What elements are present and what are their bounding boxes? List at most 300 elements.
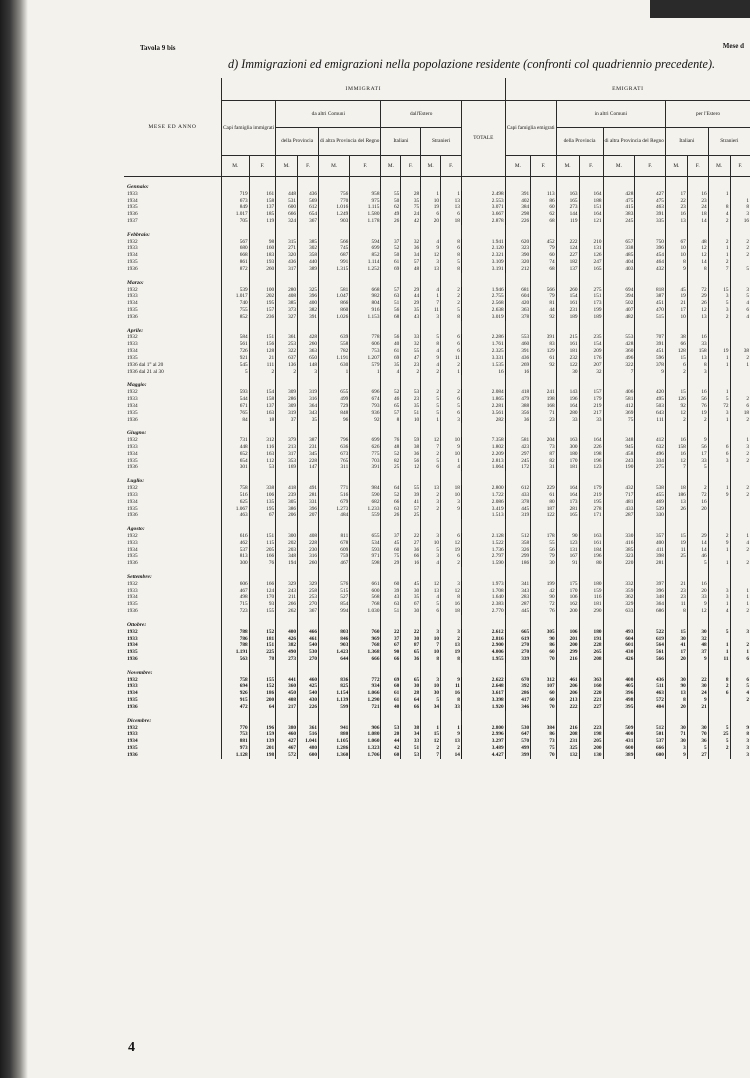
value-cell: 226 [298, 704, 319, 711]
value-cell: 1.105 [319, 738, 350, 745]
value-cell: 13 [441, 198, 462, 205]
value-cell: 8 [441, 239, 462, 246]
value-cell: 1 [708, 252, 730, 259]
value-cell: 309 [276, 389, 298, 396]
value-cell: 5 [708, 396, 730, 403]
value-cell: 3 [421, 629, 441, 636]
value-cell: 432 [603, 485, 635, 492]
value-cell: 10 [421, 683, 441, 690]
value-cell [730, 191, 750, 198]
female-col-header: F. [579, 156, 603, 177]
value-cell: 553 [603, 334, 635, 341]
value-cell: 90 [665, 683, 687, 690]
value-cell: 12 [687, 608, 708, 615]
value-cell: 343 [505, 588, 530, 595]
value-cell: 2 [730, 252, 750, 259]
value-cell: 537 [635, 738, 666, 745]
value-cell: 273 [276, 656, 298, 663]
year-label: 1936 [127, 656, 138, 663]
value-cell: 116 [579, 594, 603, 601]
value-cell: 5 [421, 601, 441, 608]
value-cell: 385 [276, 300, 298, 307]
value-cell: 151 [249, 334, 275, 341]
value-cell: 56 [381, 307, 401, 314]
value-cell: 87 [531, 451, 556, 458]
value-cell: 82 [381, 458, 401, 465]
value-cell: 1.706 [350, 752, 381, 759]
value-cell: 5 [421, 396, 441, 403]
value-cell: 7 [603, 369, 635, 376]
value-cell: 25 [381, 464, 401, 471]
value-cell: 49 [381, 211, 401, 218]
value-cell: 566 [635, 656, 666, 663]
value-cell: 199 [579, 307, 603, 314]
value-cell: 216 [556, 725, 579, 732]
value-cell: 400 [603, 677, 635, 684]
value-cell: 152 [249, 629, 275, 636]
value-cell: 202 [249, 293, 275, 300]
value-cell: 861 [221, 259, 249, 266]
value-cell: 450 [276, 690, 298, 697]
male-col-header: M. [665, 156, 687, 177]
value-cell: 100 [249, 287, 275, 294]
value-cell: 53 [401, 389, 421, 396]
value-cell: 69 [381, 355, 401, 362]
value-cell: 11 [441, 355, 462, 362]
table-row [124, 355, 750, 362]
value-cell: 8 [665, 608, 687, 615]
value-cell: 1.252 [350, 266, 381, 273]
value-cell: 18 [665, 485, 687, 492]
value-cell: 19 [665, 540, 687, 547]
value-cell: 187 [531, 506, 556, 513]
value-cell: 448 [276, 191, 298, 198]
value-cell: 770 [319, 198, 350, 205]
value-cell: 136 [276, 362, 298, 369]
value-cell: 200 [249, 697, 275, 704]
value-cell: 33 [687, 341, 708, 348]
value-cell: 3 [421, 259, 441, 266]
total-cell: 2.612 [461, 629, 505, 636]
table-row [124, 704, 750, 711]
value-cell: 2 [421, 369, 441, 376]
value-cell: 10 [421, 649, 441, 656]
value-cell: 516 [298, 731, 319, 738]
value-cell: 228 [579, 642, 603, 649]
value-cell: 671 [221, 403, 249, 410]
value-cell: 39 [381, 588, 401, 595]
value-cell: 38 [730, 348, 750, 355]
value-cell: 2 [441, 287, 462, 294]
value-cell: 79 [531, 245, 556, 252]
value-cell: 14 [687, 547, 708, 554]
value-cell: 1 [708, 547, 730, 554]
value-cell: 329 [603, 601, 635, 608]
value-cell: 572 [276, 752, 298, 759]
value-cell: 152 [249, 683, 275, 690]
value-cell: 786 [221, 636, 249, 643]
value-cell: 21 [665, 300, 687, 307]
value-cell: 3 [421, 677, 441, 684]
value-cell: 415 [603, 204, 635, 211]
value-cell: 568 [350, 594, 381, 601]
table-row [124, 745, 750, 752]
value-cell: 143 [556, 389, 579, 396]
page-mark: 4 [128, 1040, 135, 1055]
table-row [124, 499, 750, 506]
value-cell: 389 [298, 266, 319, 273]
value-cell: 433 [505, 492, 530, 499]
value-cell: 338 [603, 245, 635, 252]
value-cell: 209 [579, 348, 603, 355]
table-row [124, 656, 750, 663]
value-cell: 463 [635, 204, 666, 211]
value-cell: 570 [505, 738, 530, 745]
value-cell: 33 [687, 594, 708, 601]
value-cell: 48 [381, 444, 401, 451]
value-cell: 729 [319, 403, 350, 410]
value-cell: 44 [381, 738, 401, 745]
value-cell: 936 [350, 410, 381, 417]
year-label: 1932 [127, 676, 138, 683]
value-cell: 34 [401, 252, 421, 259]
year-label: 1932 [127, 437, 138, 444]
male-col-header: M. [421, 156, 441, 177]
value-cell: 200 [579, 745, 603, 752]
value-cell: 163 [556, 437, 579, 444]
value-cell: 382 [298, 307, 319, 314]
value-cell: 348 [603, 437, 635, 444]
spacer-row [124, 177, 750, 184]
value-cell: 1.115 [350, 204, 381, 211]
value-cell: 606 [221, 581, 249, 588]
month-header-row [124, 328, 750, 335]
value-cell: 1 [708, 389, 730, 396]
value-cell: 903 [319, 642, 350, 649]
total-cell: 2.900 [461, 642, 505, 649]
value-cell: 394 [603, 293, 635, 300]
value-cell: 6 [441, 396, 462, 403]
value-cell: 281 [556, 506, 579, 513]
value-cell: 60 [531, 204, 556, 211]
value-cell: 185 [249, 211, 275, 218]
year-label: 1932 [127, 628, 138, 635]
value-cell: 66 [381, 499, 401, 506]
value-cell [708, 752, 730, 759]
value-cell: 1.315 [319, 266, 350, 273]
value-cell: 3 [421, 499, 441, 506]
value-cell: 412 [635, 437, 666, 444]
total-cell: 4.006 [461, 649, 505, 656]
value-cell: 164 [579, 437, 603, 444]
table-row [124, 293, 750, 300]
value-cell: 2 [730, 485, 750, 492]
value-cell: 13 [441, 642, 462, 649]
year-label: 1935 [127, 601, 138, 608]
value-cell: 180 [556, 451, 579, 458]
value-cell: 2 [249, 369, 275, 376]
value-cell: 37 [381, 239, 401, 246]
value-cell: 20 [687, 588, 708, 595]
value-cell: 56 [381, 334, 401, 341]
male-col-header: M. [276, 156, 298, 177]
total-cell: 3.071 [461, 204, 505, 211]
value-cell: 299 [505, 553, 530, 560]
value-cell: 400 [603, 731, 635, 738]
year-label: 1935 [127, 259, 138, 266]
value-cell: 3 [298, 369, 319, 376]
value-cell: 161 [556, 341, 579, 348]
value-cell: 3 [421, 553, 441, 560]
value-cell: 534 [350, 540, 381, 547]
value-cell: 600 [276, 204, 298, 211]
value-cell: 137 [556, 266, 579, 273]
table-row [124, 252, 750, 259]
table-row [124, 266, 750, 273]
value-cell: 298 [505, 211, 530, 218]
value-cell: 315 [276, 239, 298, 246]
value-cell: 481 [603, 499, 635, 506]
value-cell: 61 [531, 492, 556, 499]
value-cell: 29 [401, 287, 421, 294]
value-cell: 539 [635, 506, 666, 513]
year-label: 1932 [127, 389, 138, 396]
month-header-row [124, 232, 750, 239]
value-cell: 202 [276, 540, 298, 547]
value-cell: 9 [441, 506, 462, 513]
value-cell: 154 [556, 293, 579, 300]
table-row [124, 560, 750, 567]
total-cell: 1.973 [461, 581, 505, 588]
month-header-row [124, 430, 750, 437]
value-cell: 8 [381, 417, 401, 424]
in-altri-comuni-header: in altri Comuni [556, 101, 665, 128]
value-cell: 170 [556, 588, 579, 595]
table-row [124, 725, 750, 732]
value-cell: 163 [556, 191, 579, 198]
month-label: Maggio: [127, 382, 147, 389]
value-cell: 33 [579, 417, 603, 424]
value-cell: 253 [276, 341, 298, 348]
table-row [124, 683, 750, 690]
value-cell: 173 [579, 300, 603, 307]
value-cell: 23 [665, 588, 687, 595]
value-cell: 137 [249, 403, 275, 410]
da-altri-comuni-header: da altri Comuni [276, 101, 381, 128]
value-cell: 322 [603, 362, 635, 369]
value-cell: 91 [556, 560, 579, 567]
value-cell: 1 [421, 725, 441, 732]
year-label: 1936 [127, 751, 138, 758]
value-cell: 440 [298, 259, 319, 266]
value-cell: 262 [276, 608, 298, 615]
value-cell [730, 636, 750, 643]
value-cell: 8 [441, 656, 462, 663]
value-cell: 10 [421, 636, 441, 643]
value-cell [708, 697, 730, 704]
value-cell: 1 [730, 198, 750, 205]
value-cell: 367 [298, 218, 319, 225]
value-cell: 1 [421, 191, 441, 198]
value-cell: 57 [381, 287, 401, 294]
value-cell: 15 [421, 731, 441, 738]
value-cell: 12 [421, 437, 441, 444]
year-label: 1936 [127, 703, 138, 710]
value-cell: 52 [381, 492, 401, 499]
value-cell: 55 [401, 485, 421, 492]
year-label: 1932 [127, 334, 138, 341]
value-cell: 9 [441, 677, 462, 684]
value-cell: 1.191 [221, 649, 249, 656]
value-cell: 300 [221, 560, 249, 567]
value-cell: 23 [401, 362, 421, 369]
value-cell: 9 [441, 731, 462, 738]
value-cell: 243 [603, 458, 635, 465]
value-cell: 472 [221, 704, 249, 711]
value-cell: 30 [687, 725, 708, 732]
total-cell: 1.640 [461, 594, 505, 601]
running-header: Mese d [722, 42, 744, 50]
value-cell: 3 [708, 588, 730, 595]
value-cell: 30 [687, 683, 708, 690]
value-cell: 67 [381, 642, 401, 649]
value-cell: 4 [421, 348, 441, 355]
value-cell: 70 [531, 704, 556, 711]
value-cell: 317 [276, 451, 298, 458]
value-cell: 6 [441, 211, 462, 218]
year-label: 1934 [127, 594, 138, 601]
value-cell: 460 [505, 341, 530, 348]
value-cell: 325 [556, 745, 579, 752]
value-cell: 113 [531, 191, 556, 198]
value-cell: 378 [635, 362, 666, 369]
value-cell: 37 [276, 417, 298, 424]
value-cell: 29 [687, 293, 708, 300]
total-cell: 2.800 [461, 725, 505, 732]
value-cell: 2 [421, 389, 441, 396]
value-cell: 6 [730, 656, 750, 663]
value-cell: 11 [708, 656, 730, 663]
value-cell: 25 [708, 731, 730, 738]
value-cell: 220 [579, 690, 603, 697]
value-cell: 5 [441, 307, 462, 314]
value-cell: 18 [441, 218, 462, 225]
value-cell [730, 553, 750, 560]
value-cell: 609 [319, 547, 350, 554]
value-cell: 305 [276, 499, 298, 506]
total-cell: 3.109 [461, 259, 505, 266]
value-cell: 402 [505, 198, 530, 205]
value-cell: 13 [665, 218, 687, 225]
value-cell: 768 [350, 642, 381, 649]
value-cell: 320 [505, 259, 530, 266]
month-header-row [124, 574, 750, 581]
value-cell: 158 [665, 444, 687, 451]
value-cell: 404 [603, 259, 635, 266]
value-cell: 130 [579, 752, 603, 759]
spacer-row [124, 519, 750, 526]
italiani-header: Italiani [381, 128, 421, 156]
value-cell: 62 [531, 211, 556, 218]
value-cell: 7 [665, 464, 687, 471]
value-cell: 164 [556, 485, 579, 492]
value-cell: 726 [221, 348, 249, 355]
value-cell: 51 [401, 410, 421, 417]
value-cell: 22 [665, 198, 687, 205]
value-cell: 205 [249, 547, 275, 554]
value-cell: 46 [381, 396, 401, 403]
value-cell: 8 [730, 204, 750, 211]
table-row [124, 451, 750, 458]
value-cell: 75 [381, 553, 401, 560]
value-cell: 196 [579, 458, 603, 465]
value-cell: 420 [505, 300, 530, 307]
value-cell: 111 [249, 362, 275, 369]
value-cell: 969 [350, 636, 381, 643]
value-cell: 278 [579, 506, 603, 513]
value-cell: 3 [708, 594, 730, 601]
value-cell: 160 [249, 245, 275, 252]
month-label: Aprile: [127, 327, 144, 334]
value-cell: 21 [665, 581, 687, 588]
value-cell: 1.290 [350, 697, 381, 704]
value-cell: 198 [579, 451, 603, 458]
value-cell: 281 [298, 492, 319, 499]
value-cell: 778 [350, 334, 381, 341]
value-cell: 206 [556, 690, 579, 697]
month-label: Dicembre: [127, 717, 152, 724]
month-header-row [124, 670, 750, 677]
value-cell: 196 [556, 396, 579, 403]
value-cell: 2 [708, 218, 730, 225]
value-cell: 57 [401, 506, 421, 513]
value-cell: 647 [505, 731, 530, 738]
total-cell: 2.553 [461, 198, 505, 205]
value-cell: 1 [708, 362, 730, 369]
value-cell: 275 [579, 287, 603, 294]
value-cell: 458 [603, 451, 635, 458]
value-cell: 581 [505, 437, 530, 444]
value-cell: 64 [381, 485, 401, 492]
value-cell: 19 [421, 204, 441, 211]
value-cell: 811 [319, 533, 350, 540]
value-cell: 396 [298, 293, 319, 300]
value-cell: 297 [505, 451, 530, 458]
value-cell: 15 [665, 533, 687, 540]
value-cell: 13 [665, 499, 687, 506]
value-cell: 300 [556, 444, 579, 451]
value-cell: 67 [665, 239, 687, 246]
value-cell: 654 [221, 458, 249, 465]
value-cell: 173 [556, 499, 579, 506]
total-cell: 2.800 [461, 485, 505, 492]
year-label: 1933 [127, 293, 138, 300]
value-cell: 620 [505, 239, 530, 246]
table-row [124, 636, 750, 643]
value-cell: 616 [221, 533, 249, 540]
value-cell: 16 [665, 437, 687, 444]
value-cell: 106 [556, 594, 579, 601]
value-cell: 1.026 [319, 314, 350, 321]
table-row [124, 588, 750, 595]
year-label: 1935 [127, 553, 138, 560]
value-cell: 3 [441, 499, 462, 506]
value-cell: 341 [505, 581, 530, 588]
value-cell: 452 [531, 239, 556, 246]
value-cell: 12 [441, 540, 462, 547]
female-col-header: F. [687, 156, 708, 177]
value-cell: 5 [687, 745, 708, 752]
